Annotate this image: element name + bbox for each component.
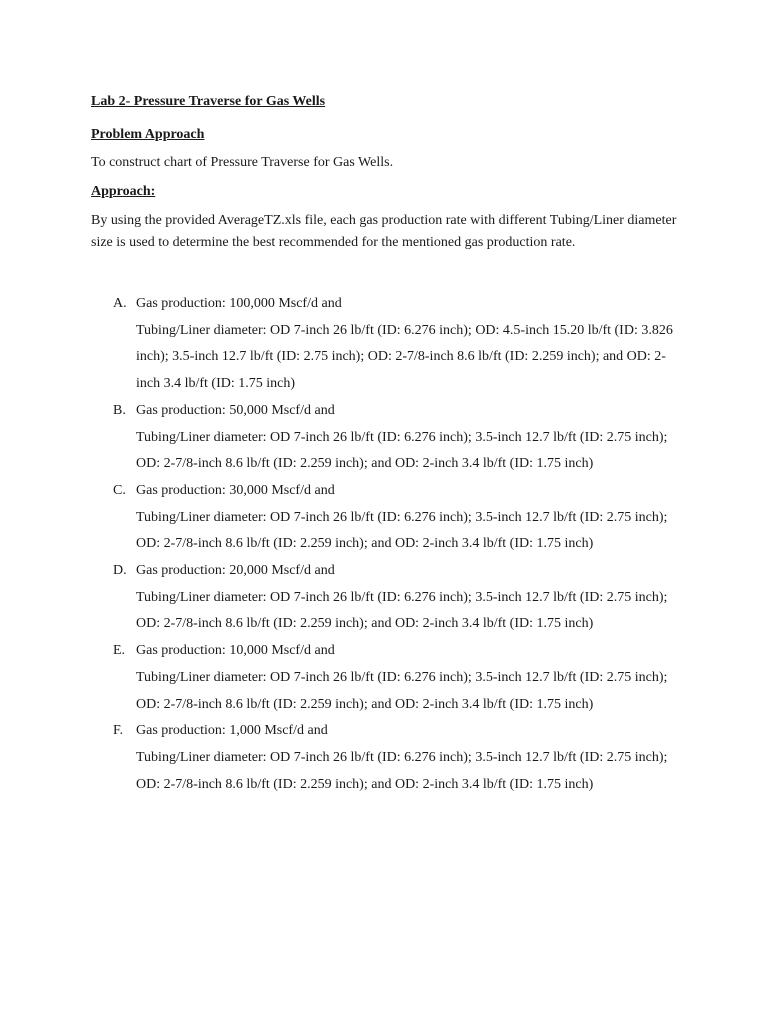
- tubing-liner-diameter-text: Tubing/Liner diameter: OD 7-inch 26 lb/ft (ID: 6.276 inch); OD: 4.5-inch 15.20 lb/ft (ID: 3.826 inch); 3.5-inch 12.7 lb/ft (ID: 2.75 inch); OD: 2-7/8-inch 8.6 lb/ft (ID: 2.259 inch); and OD: 2-inch 3.4 lb/ft (ID: 1.75 inch): [136, 322, 673, 392]
- approach-heading: Approach:: [91, 184, 156, 199]
- gas-production-text: Gas production: 100,000 Mscf/d and: [136, 296, 342, 311]
- list-item-letter: C.: [113, 482, 126, 498]
- gas-production-text: Gas production: 20,000 Mscf/d and: [136, 563, 335, 579]
- problem-heading: Problem Approach: [91, 127, 205, 142]
- tubing-liner-diameter-text: Tubing/Liner diameter: OD 7-inch 26 lb/ft (ID: 6.276 inch); 3.5-inch 12.7 lb/ft (ID: 2.75 inch); OD: 2-7/8-inch 8.6 lb/ft (ID: 2.259 inch); and OD: 2-inch 3.4 lb/ft (ID: 1.75 inch): [136, 669, 668, 712]
- gas-production-text: Gas production: 50,000 Mscf/d and: [136, 402, 335, 418]
- list-item: [91, 291, 691, 398]
- list-item: [91, 638, 691, 718]
- problem-text: To construct chart of Pressure Traverse for Gas Wells.: [91, 155, 394, 170]
- list-item-letter: F.: [113, 723, 124, 739]
- list-item-letter: D.: [113, 563, 127, 579]
- list-item-letter: A.: [113, 296, 127, 311]
- list-item-letter: E.: [113, 643, 126, 659]
- approach-text: By using the provided AverageTZ.xls file, each gas production rate with different Tubing/Liner diameter size is used to determine the best recommended for the mentioned gas production rate.: [91, 213, 677, 250]
- gas-production-text: Gas production: 30,000 Mscf/d and: [136, 482, 335, 498]
- gas-production-text: Gas production: 10,000 Mscf/d and: [136, 643, 335, 659]
- tubing-liner-diameter-text: Tubing/Liner diameter: OD 7-inch 26 lb/ft (ID: 6.276 inch); 3.5-inch 12.7 lb/ft (ID: 2.75 inch); OD: 2-7/8-inch 8.6 lb/ft (ID: 2.259 inch); and OD: 2-inch 3.4 lb/ft (ID: 1.75 inch): [136, 509, 668, 552]
- list-item: [91, 398, 691, 478]
- document-body: [91, 92, 691, 798]
- tubing-liner-diameter-text: Tubing/Liner diameter: OD 7-inch 26 lb/ft (ID: 6.276 inch); 3.5-inch 12.7 lb/ft (ID: 2.75 inch); OD: 2-7/8-inch 8.6 lb/ft (ID: 2.259 inch); and OD: 2-inch 3.4 lb/ft (ID: 1.75 inch): [136, 749, 668, 792]
- list-item: [91, 718, 691, 798]
- production-case-list: [91, 291, 691, 798]
- list-item: [91, 478, 691, 558]
- list-item: [91, 558, 691, 638]
- document-title: Lab 2- Pressure Traverse for Gas Wells: [91, 94, 326, 109]
- tubing-liner-diameter-text: Tubing/Liner diameter: OD 7-inch 26 lb/ft (ID: 6.276 inch); 3.5-inch 12.7 lb/ft (ID: 2.75 inch); OD: 2-7/8-inch 8.6 lb/ft (ID: 2.259 inch); and OD: 2-inch 3.4 lb/ft (ID: 1.75 inch): [136, 429, 668, 472]
- list-item-letter: B.: [113, 402, 126, 418]
- gas-production-text: Gas production: 1,000 Mscf/d and: [136, 723, 328, 739]
- tubing-liner-diameter-text: Tubing/Liner diameter: OD 7-inch 26 lb/ft (ID: 6.276 inch); 3.5-inch 12.7 lb/ft (ID: 2.75 inch); OD: 2-7/8-inch 8.6 lb/ft (ID: 2.259 inch); and OD: 2-inch 3.4 lb/ft (ID: 1.75 inch): [136, 589, 668, 632]
